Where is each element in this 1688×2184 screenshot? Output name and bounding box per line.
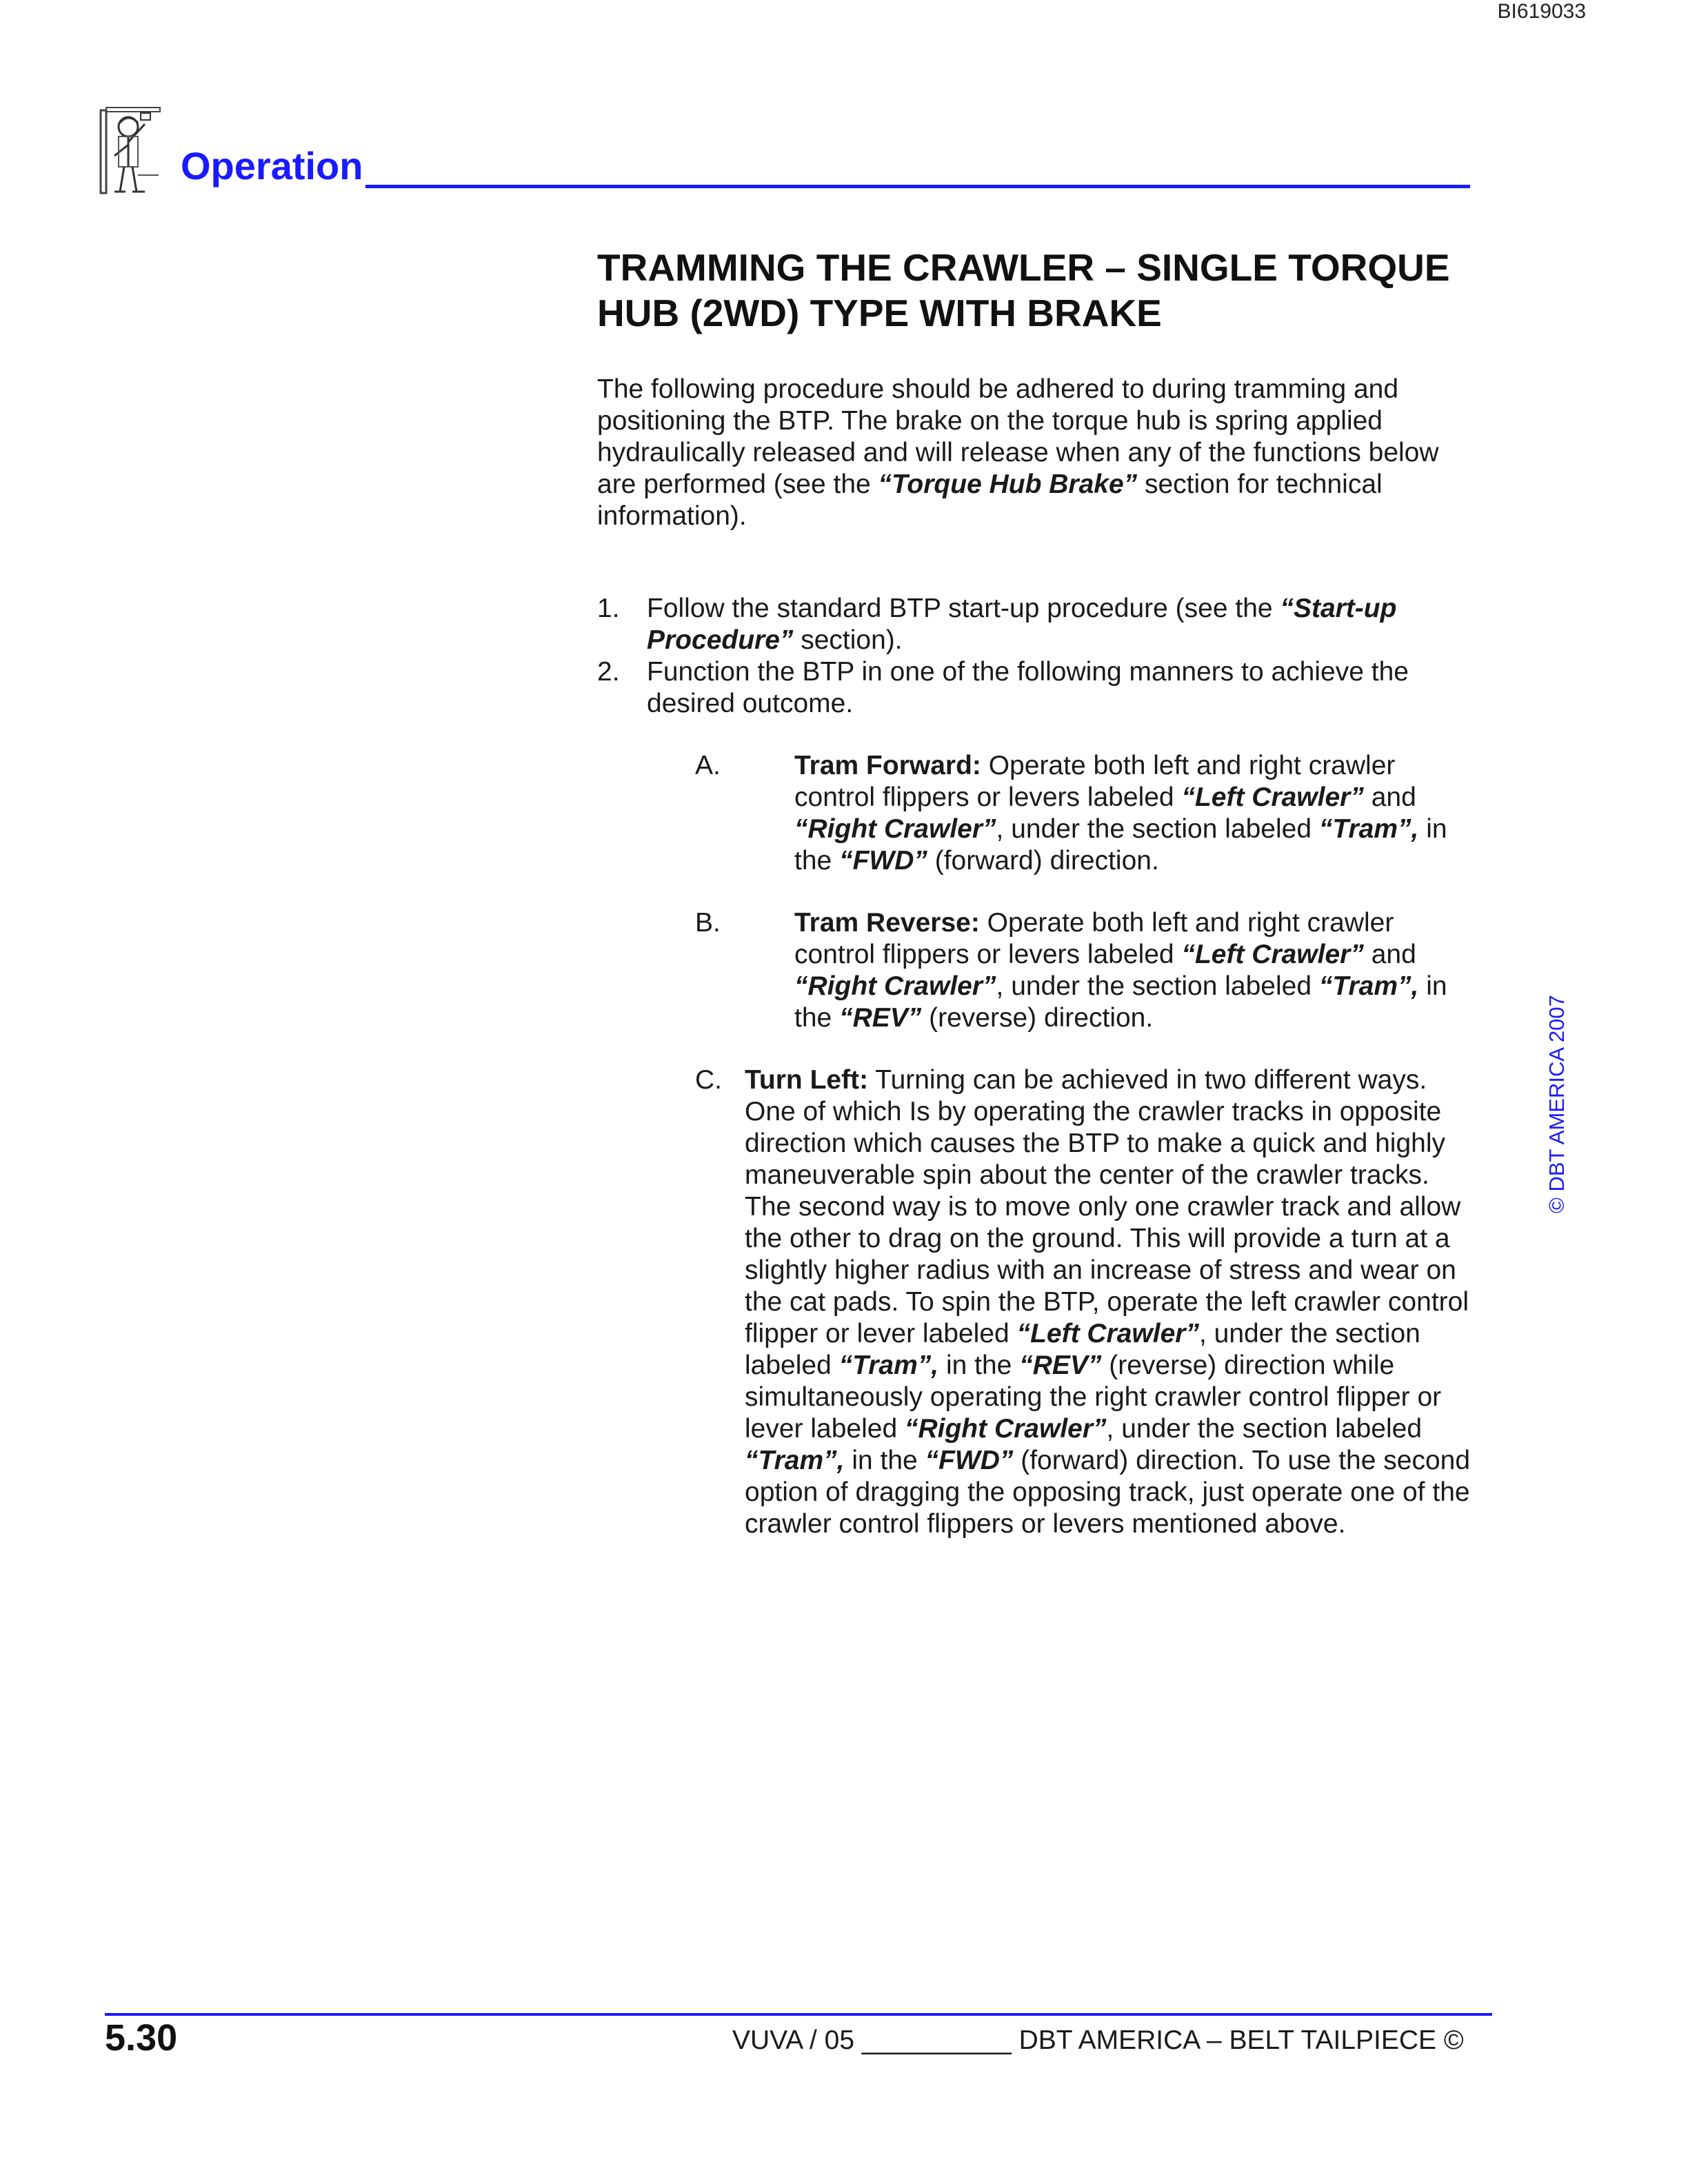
substep-letter: B. (695, 908, 721, 938)
step-2 (597, 656, 1480, 720)
sb-t1: Operate both left and right crawler control flippers or levers labeled (794, 908, 1394, 969)
step-1 (597, 593, 1480, 656)
sb-q2: “Right Crawler” (794, 971, 996, 1001)
substep-label: Turn Left: (745, 1065, 869, 1095)
step-number: 1. (597, 594, 620, 623)
substep-text (745, 1064, 1477, 1540)
sb-q3: “Tram”, (1318, 971, 1419, 1001)
footer-text: VUVA / 05 __________ DBT AMERICA – BELT TAILPIECE © (732, 2025, 1464, 2055)
worker-manual-icon (97, 103, 165, 200)
intro-paragraph (597, 374, 1473, 532)
substep-tram-forward (695, 750, 1481, 877)
substep-letter: A. (695, 751, 721, 780)
substep-turn-left (695, 1064, 1481, 1575)
start-up-procedure-reference: “Start-up Procedure” (647, 594, 1397, 655)
substep-text (794, 907, 1477, 1034)
sb-t2: and (1363, 940, 1416, 969)
section-title: Operation (181, 144, 363, 188)
sc-q2: “Tram”, (838, 1351, 939, 1380)
step-text (647, 593, 1481, 656)
sc-t7: (forward) direction. To use the second option of dragging the opposing track, just operate one of the crawler control flippers or levers mentioned above. (745, 1446, 1471, 1539)
main-heading-line1: TRAMMING THE CRAWLER – SINGLE TORQUE (597, 246, 1450, 289)
footer-rule (105, 2013, 1492, 2016)
page-number: 5.30 (105, 2017, 178, 2059)
torque-hub-brake-reference: “Torque Hub Brake” (878, 469, 1138, 499)
sa-q1: “Left Crawler” (1181, 782, 1364, 812)
sb-t4: in the (794, 971, 1447, 1033)
sa-q2: “Right Crawler” (794, 814, 996, 844)
step-number: 2. (597, 657, 620, 687)
main-heading-line2: HUB (2WD) TYPE WITH BRAKE (597, 292, 1162, 334)
sc-q4: “Right Crawler” (904, 1414, 1107, 1444)
step-1-text-1: Follow the standard BTP start-up procedure (see the (647, 594, 1280, 623)
sa-t2: and (1363, 782, 1416, 812)
document-id: BI619033 (1497, 0, 1586, 23)
sc-q3: “REV” (1019, 1351, 1102, 1380)
sc-q5: “Tram”, (745, 1446, 845, 1475)
sb-t5: (reverse) direction. (921, 1003, 1154, 1033)
sc-t6: in the (844, 1446, 925, 1475)
main-heading (597, 245, 1480, 336)
intro-text-1: The following procedure should be adhered to during tramming and positioning the BTP. The brake on the torque hub is spring applied hydraulically released and will release when any of the functions below are performed (see the (597, 374, 1439, 499)
sa-t5: (forward) direction. (927, 846, 1159, 876)
header-rule (365, 185, 1470, 188)
sa-t1: Operate both left and right crawler control flippers or levers labeled (794, 751, 1396, 812)
sc-q1: “Left Crawler” (1016, 1319, 1199, 1348)
substep-label: Tram Reverse: (794, 908, 980, 938)
step-1-text-2: section). (793, 625, 903, 655)
substep-letter: C. (695, 1065, 722, 1095)
sc-q6: “FWD” (925, 1446, 1014, 1475)
substep-tram-reverse (695, 907, 1481, 1034)
sa-t4: in the (794, 814, 1447, 876)
intro-text-2: section for technical information). (597, 469, 1383, 531)
substep-text (794, 750, 1477, 877)
sc-t2: , under the section labeled (745, 1319, 1420, 1380)
sc-t4: (reverse) direction while simultaneously operating the right crawler control flipper or lever labeled (745, 1351, 1442, 1444)
sb-t3: , under the section labeled (996, 971, 1319, 1001)
sb-q1: “Left Crawler” (1181, 940, 1364, 969)
sc-t5: , under the section labeled (1106, 1414, 1423, 1444)
substep-label: Tram Forward: (794, 751, 981, 780)
side-copyright: © DBT AMERICA 2007 (1545, 995, 1569, 1213)
sa-t3: , under the section labeled (996, 814, 1319, 844)
sc-t3: in the (938, 1351, 1020, 1380)
sa-q3: “Tram”, (1318, 814, 1419, 844)
sc-t1: Turning can be achieved in two different ways. One of which Is by operating the crawler tracks in opposite direction which causes the BTP to make a quick and highly maneuverable spin about the center of the crawler tracks. The second way is to move only one crawler track and allow the other to drag on the ground. This will provide a turn at a slightly higher radius with an increase of stress and wear on the cat pads. To spin the BTP, operate the left crawler control flipper or lever labeled (745, 1065, 1469, 1348)
sa-q4: “FWD” (839, 846, 927, 876)
sb-q4: “REV” (839, 1003, 922, 1033)
step-text: Function the BTP in one of the following manners to achieve the desired outcome. (647, 657, 1409, 718)
